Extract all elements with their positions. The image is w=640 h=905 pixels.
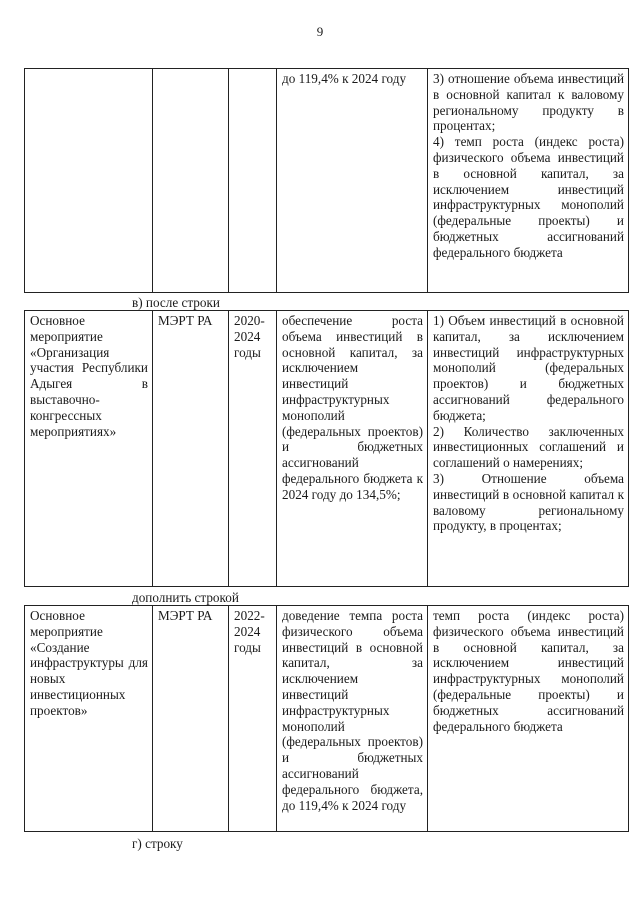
cell-period: 2022-2024 годы: [229, 606, 277, 832]
cell-result: до 119,4% к 2024 году: [277, 69, 428, 293]
cell-measure: Основное мероприятие «Создание инфраструктуры для новых инвестиционных проектов»: [25, 606, 153, 832]
page-number: 9: [316, 24, 324, 39]
label-row: г) строку: [132, 836, 183, 851]
cell-measure: [25, 69, 153, 293]
cell-indicators: 1) Объем инвестиций в основной капитал, за исключением инвестиций инфраструктурных монополий (федеральных проектов) и бюджетных ассигнований федерального бюджета; 2) Количество заключенных инвестиционных соглашений и соглашений о намерениях; 3) Отношение объема инвестиций в основной капитал к валовому региональному продукту, в процентах;: [428, 311, 629, 587]
cell-executor: [153, 69, 229, 293]
label-after-row: в) после строки: [132, 295, 220, 310]
cell-executor: МЭРТ РА: [153, 311, 229, 587]
table-row: [25, 69, 629, 293]
cell-result: обеспечение роста объема инвестиций в основной капитал, за исключением инвестиций инфраструктурных монополий (федеральных проектов) и бюджетных ассигнований федерального бюджета к 2024 году до 134,5%;: [277, 311, 428, 587]
cell-measure: Основное мероприятие «Организация участия Республики Адыгея в выставочно-конгрессных мероприятиях»: [25, 311, 153, 587]
program-table-2: [24, 310, 629, 587]
table-row: [25, 606, 629, 832]
program-table-1: [24, 68, 629, 293]
cell-period: [229, 69, 277, 293]
cell-executor: МЭРТ РА: [153, 606, 229, 832]
table-after-row: [24, 310, 628, 587]
table-row: [25, 311, 629, 587]
cell-result: доведение темпа роста физического объема инвестиций в основной капитал, за исключением инвестиций инфраструктурных монополий (федеральных проектов) и бюджетных ассигнований федерального бюджета, до 119,4% к 2024 году: [277, 606, 428, 832]
table-new-row: [24, 605, 628, 832]
program-table-3: [24, 605, 629, 832]
label-add-row: дополнить строкой: [132, 590, 239, 605]
cell-indicators: темп роста (индекс роста) физического объема инвестиций в основной капитал, за исключением инвестиций инфраструктурных монополий (федеральные проекты) и бюджетных ассигнований федерального бюджета: [428, 606, 629, 832]
table-continuation: [24, 68, 628, 293]
cell-period: 2020-2024 годы: [229, 311, 277, 587]
cell-indicators: 3) отношение объема инвестиций в основной капитал к валовому региональному продукту в процентах; 4) темп роста (индекс роста) физического объема инвестиций в основной капитал, за исключением инвестиций инфраструктурных монополий (федеральные проекты) и бюджетных ассигнований федерального бюджета: [428, 69, 629, 293]
